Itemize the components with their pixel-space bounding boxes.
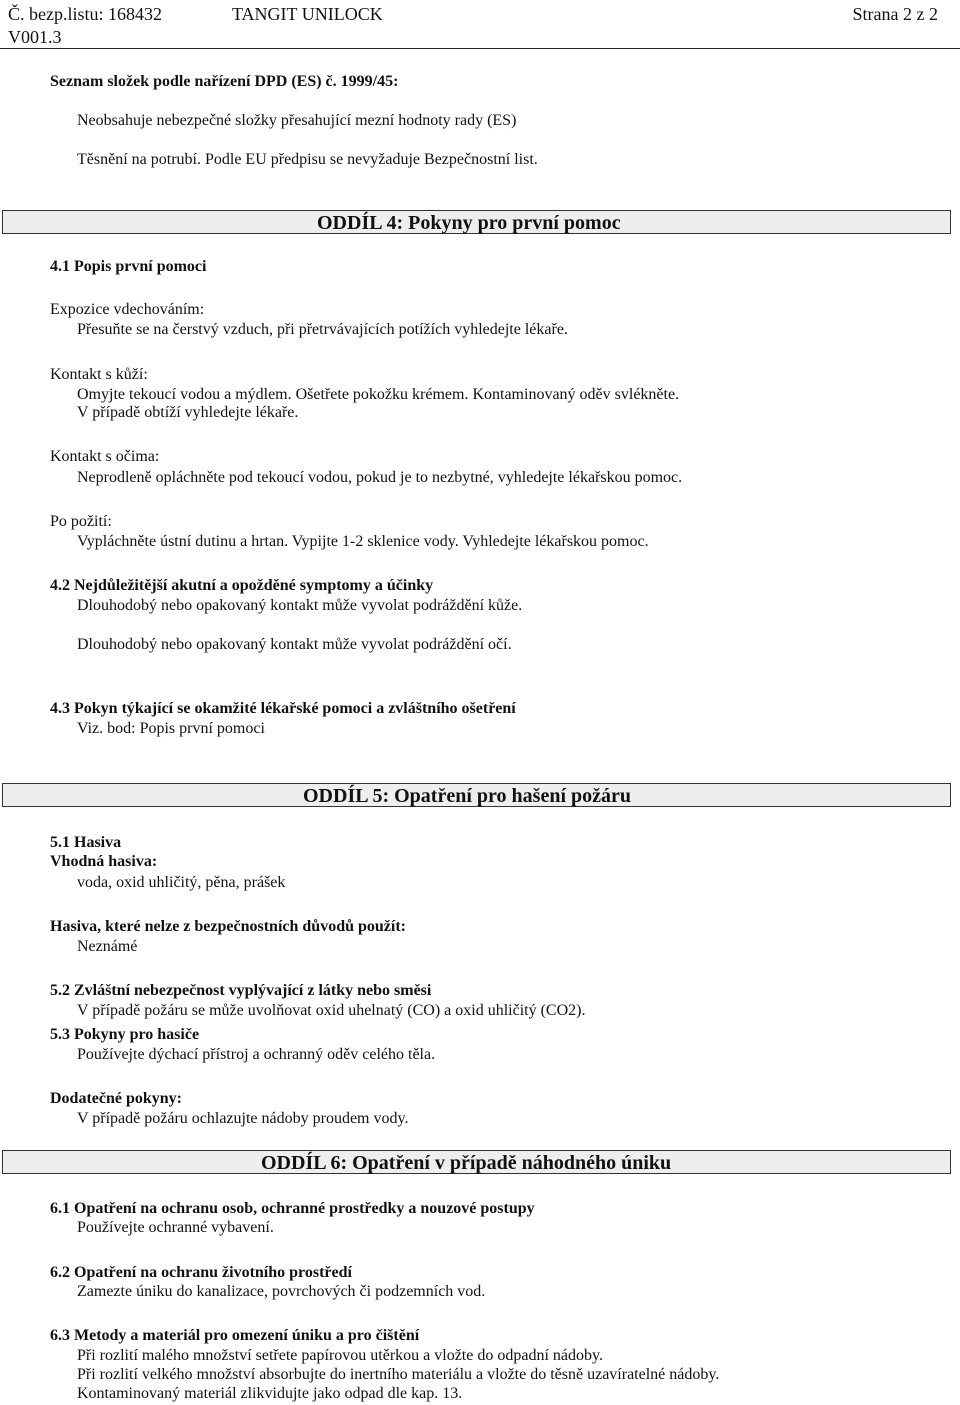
section-5-2-text: V případě požáru se může uvolňovat oxid uhelnatý (CO) a oxid uhličitý (CO2). xyxy=(77,1002,586,1019)
section-4-1-label: 4.1 Popis první pomoci xyxy=(50,258,207,275)
suitable-media-label: Vhodná hasiva: xyxy=(50,853,158,870)
section-4-3-text: Viz. bod: Popis první pomoci xyxy=(77,720,265,737)
section-4-2-text-1: Dlouhodobý nebo opakovaný kontakt může vyvolat podráždění kůže. xyxy=(77,597,523,614)
section-6-1-title: 6.1 Opatření na ochranu osob, ochranné prostředky a nouzové postupy xyxy=(50,1200,535,1217)
ingestion-label: Po požití: xyxy=(50,513,112,530)
eyes-label: Kontakt s očima: xyxy=(50,448,160,465)
skin-label: Kontakt s kůží: xyxy=(50,366,148,383)
version: V001.3 xyxy=(8,27,62,47)
dpd-line-2: Těsnění na potrubí. Podle EU předpisu se nevyžaduje Bezpečnostní list. xyxy=(77,151,538,168)
dpd-title: Seznam složek podle nařízení DPD (ES) č. 1999/45: xyxy=(50,73,399,90)
unsuitable-media-text: Neznámé xyxy=(77,938,138,955)
additional-label: Dodatečné pokyny: xyxy=(50,1090,183,1107)
section-6-2-title: 6.2 Opatření na ochranu životního prostředí xyxy=(50,1264,352,1281)
section-6-title: ODDÍL 6: Opatření v případě náhodného úniku xyxy=(261,1152,672,1174)
section-4-title: ODDÍL 4: Pokyny pro první pomoc xyxy=(317,212,621,234)
section-4-3-title: 4.3 Pokyn týkající se okamžité lékařské pomoci a zvláštního ošetření xyxy=(50,700,516,717)
section-5-title: ODDÍL 5: Opatření pro hašení požáru xyxy=(303,785,631,807)
header-divider xyxy=(0,48,960,49)
skin-text-2: V případě obtíží vyhledejte lékaře. xyxy=(77,404,299,421)
section-6-3-text-3: Kontaminovaný materiál zlikvidujte jako odpad dle kap. 13. xyxy=(77,1385,463,1402)
additional-text: V případě požáru ochlazujte nádoby proudem vody. xyxy=(77,1110,409,1127)
skin-text-1: Omyjte tekoucí vodou a mýdlem. Ošetřete pokožku krémem. Kontaminovaný oděv svlékněte. xyxy=(77,386,680,403)
sheet-number: Č. bezp.listu: 168432 xyxy=(8,4,162,24)
unsuitable-media-label: Hasiva, které nelze z bezpečnostních důvodů použít: xyxy=(50,918,406,935)
eyes-text: Neprodleně opláchněte pod tekoucí vodou, pokud je to nezbytné, vyhledejte lékařskou pomoc. xyxy=(77,469,683,486)
dpd-line-1: Neobsahuje nebezpečné složky přesahující mezní hodnoty rady (ES) xyxy=(77,112,517,129)
section-5-3-title: 5.3 Pokyny pro hasiče xyxy=(50,1026,200,1043)
section-6-1-text: Používejte ochranné vybavení. xyxy=(77,1219,274,1236)
inhalation-label: Expozice vdechováním: xyxy=(50,301,205,318)
section-5-1-title: 5.1 Hasiva xyxy=(50,834,122,851)
inhalation-text: Přesuňte se na čerstvý vzduch, při přetrvávajících potížích vyhledejte lékaře. xyxy=(77,321,568,338)
section-4-2-text-2: Dlouhodobý nebo opakovaný kontakt může vyvolat podráždění očí. xyxy=(77,636,512,653)
section-6-2-text: Zamezte úniku do kanalizace, povrchových či podzemních vod. xyxy=(77,1283,486,1300)
ingestion-text: Vypláchněte ústní dutinu a hrtan. Vypijte 1-2 sklenice vody. Vyhledejte lékařskou pomoc. xyxy=(77,533,649,550)
section-6-3-text-2: Při rozlití velkého množství absorbujte do inertního materiálu a vložte do těsně uzavíratelné nádoby. xyxy=(77,1366,720,1383)
product-name: TANGIT UNILOCK xyxy=(232,4,383,24)
section-6-3-title: 6.3 Metody a materiál pro omezení úniku a pro čištění xyxy=(50,1327,420,1344)
section-4-2-title: 4.2 Nejdůležitější akutní a opožděné symptomy a účinky xyxy=(50,577,434,594)
suitable-media-text: voda, oxid uhličitý, pěna, prášek xyxy=(77,874,286,891)
page-number: Strana 2 z 2 xyxy=(852,4,938,24)
section-5-3-text: Používejte dýchací přístroj a ochranný oděv celého těla. xyxy=(77,1046,436,1063)
section-6-3-text-1: Při rozlití malého množství setřete papírovou utěrkou a vložte do odpadní nádoby. xyxy=(77,1347,603,1364)
section-5-2-title: 5.2 Zvláštní nebezpečnost vyplývající z látky nebo směsi xyxy=(50,982,432,999)
